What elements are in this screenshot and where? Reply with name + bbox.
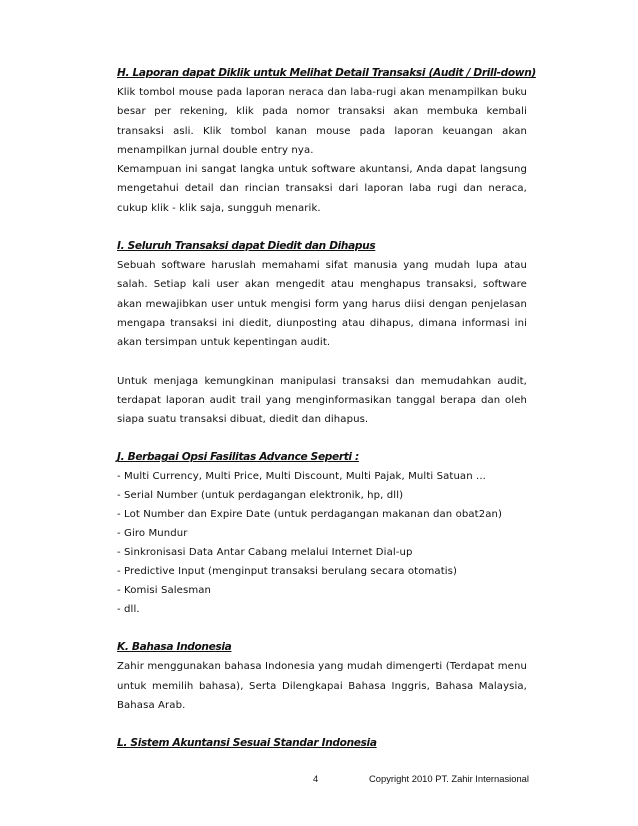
section-i-paragraph-2: Untuk menjaga kemungkinan manipulasi transaksi dan memudahkan audit, terdapat laporan audit trail yang menginformasikan tanggal berapa dan oleh siapa suatu transaksi dibuat, diedit dan dihapus.: [117, 375, 527, 426]
feature-list: [117, 467, 527, 619]
list-item: - Sinkronisasi Data Antar Cabang melalui Internet Dial-up: [117, 547, 413, 559]
section-i-heading: I. Seluruh Transaksi dapat Diedit dan Dihapus: [117, 240, 376, 253]
spacer: [117, 619, 527, 638]
list-item: - Komisi Salesman: [117, 585, 212, 597]
list-item: - Predictive Input (menginput transaksi berulang secara otomatis): [117, 566, 458, 578]
section-i-paragraph-1: Sebuah software haruslah memahami sifat manusia yang mudah lupa atau salah. Setiap kali user akan mengedit atau menghapus transaksi, software akan mewajibkan user untuk mengisi form yang harus diisi dengan penjelasan mengapa transaksi ini diedit, diunposting atau dihapus, dimana informasi ini akan tersimpan untuk kepentingan audit.: [117, 260, 527, 349]
copyright-notice: Copyright 2010 PT. Zahir Internasional: [369, 773, 529, 784]
spacer: [117, 715, 527, 734]
page-number: 4: [313, 773, 319, 784]
page-footer: [0, 773, 638, 787]
section-l-heading: L. Sistem Akuntansi Sesuai Standar Indonesia: [117, 737, 377, 750]
section-k-paragraph-1: Zahir menggunakan bahasa Indonesia yang mudah dimengerti (Terdapat menu untuk memilih bahasa), Serta Dilengkapai Bahasa Inggris, Bahasa Malaysia, Bahasa Arab.: [117, 661, 527, 712]
section-j-heading: J. Berbagai Opsi Fasilitas Advance Seperti :: [117, 451, 359, 464]
list-item: - Lot Number dan Expire Date (untuk perdagangan makanan dan obat2an): [117, 509, 503, 521]
section-h-paragraph-2: Kemampuan ini sangat langka untuk software akuntansi, Anda dapat langsung mengetahui detail dan rincian transaksi dari laporan laba rugi dan neraca, cukup klik - klik saja, sungguh menarik.: [117, 164, 527, 214]
section-h-heading: H. Laporan dapat Diklik untuk Melihat Detail Transaksi (Audit / Drill-down): [117, 67, 536, 79]
page-content: [117, 64, 536, 753]
list-item: - Serial Number (untuk perdagangan elektronik, hp, dll): [117, 490, 404, 502]
spacer: [117, 429, 527, 448]
list-item: - dll.: [117, 604, 140, 616]
section-h-paragraph-1: Klik tombol mouse pada laporan neraca dan laba-rugi akan menampilkan buku besar per rekening, klik pada nomor transaksi akan membuka kembali transaksi asli. Klik tombol kanan mouse pada laporan keuangan akan menampilkan jurnal double entry nya.: [117, 87, 527, 156]
spacer: [117, 218, 527, 237]
section-k-heading: K. Bahasa Indonesia: [117, 641, 232, 654]
list-item: - Giro Mundur: [117, 528, 188, 540]
list-item: - Multi Currency, Multi Price, Multi Discount, Multi Pajak, Multi Satuan ...: [117, 471, 486, 483]
spacer: [117, 353, 527, 372]
